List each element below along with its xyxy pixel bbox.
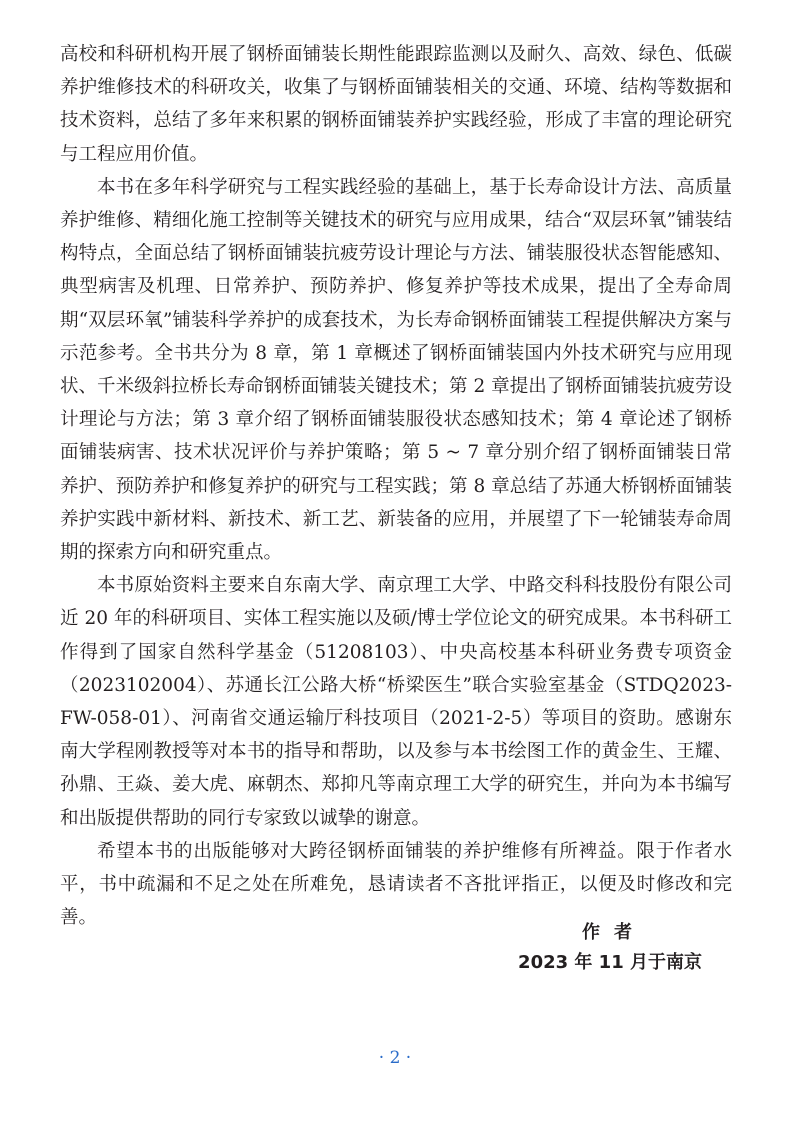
page-number: · 2 · [378,1048,412,1068]
signature-block [480,918,702,978]
paragraph-continued: 高校和科研机构开展了钢桥面铺装长期性能跟踪监测以及耐久、高效、绿色、低碳养护维修技术的科研攻关，收集了与钢桥面铺装相关的交通、环境、结构等数据和技术资料，总结了多年来积累的钢桥面铺装养护实践经验，形成了丰富的理论研究与工程应用价值。 [60,44,732,165]
paragraph: 本书原始资料主要来自东南大学、南京理工大学、中路交科科技股份有限公司近 20 年的科研项目、实体工程实施以及硕/博士学位论文的研究成果。本书科研工作得到了国家自然科学基金（51208103）、中央高校基本科研业务费专项资金（2023102004）、苏通长江公路大桥“桥梁医生”联合实验室基金（STDQ2023-FW-058-01）、河南省交通运输厅科技项目（2021-2-5）等项目的资助。感谢东南大学程刚教授等对本书的指导和帮助，以及参与本书绘图工作的黄金生、王耀、孙鼎、王焱、姜大虎、麻朝杰、郑抑凡等南京理工大学的研究生，并向为本书编写和出版提供帮助的同行专家致以诚挚的谢意。 [60,575,732,829]
paragraph: 本书在多年科学研究与工程实践经验的基础上，基于长寿命设计方法、高质量养护维修、精细化施工控制等关键技术的研究与应用成果，结合“双层环氧”铺装结构特点，全面总结了钢桥面铺装抗疲劳设计理论与方法、铺装服役状态智能感知、典型病害及机理、日常养护、预防养护、修复养护等技术成果，提出了全寿命周期“双层环氧”铺装科学养护的成套技术，为长寿命钢桥面铺装工程提供解决方案与示范参考。全书共分为 8 章，第 1 章概述了钢桥面铺装国内外技术研究与应用现状、千米级斜拉桥长寿命钢桥面铺装关键技术；第 2 章提出了钢桥面铺装抗疲劳设计理论与方法；第 3 章介绍了钢桥面铺装服役状态感知技术；第 4 章论述了钢桥面铺装病害、技术状况评价与养护策略；第 5 ~ 7 章分别介绍了钢桥面铺装日常养护、预防养护和修复养护的研究与工程实践；第 8 章总结了苏通大桥钢桥面铺装养护实践中新材料、新技术、新工艺、新装备的应用，并展望了下一轮铺装寿命周期的探索方向和研究重点。 [60,176,732,564]
author-label: 作者 [582,922,646,943]
paragraph: 希望本书的出版能够对大跨径钢桥面铺装的养护维修有所裨益。限于作者水平，书中疏漏和不足之处在所难免，恳请读者不吝批评指正，以便及时修改和完善。 [60,840,732,929]
body-text [60,38,732,934]
date-place: 2023 年 11 月于南京 [518,952,702,973]
